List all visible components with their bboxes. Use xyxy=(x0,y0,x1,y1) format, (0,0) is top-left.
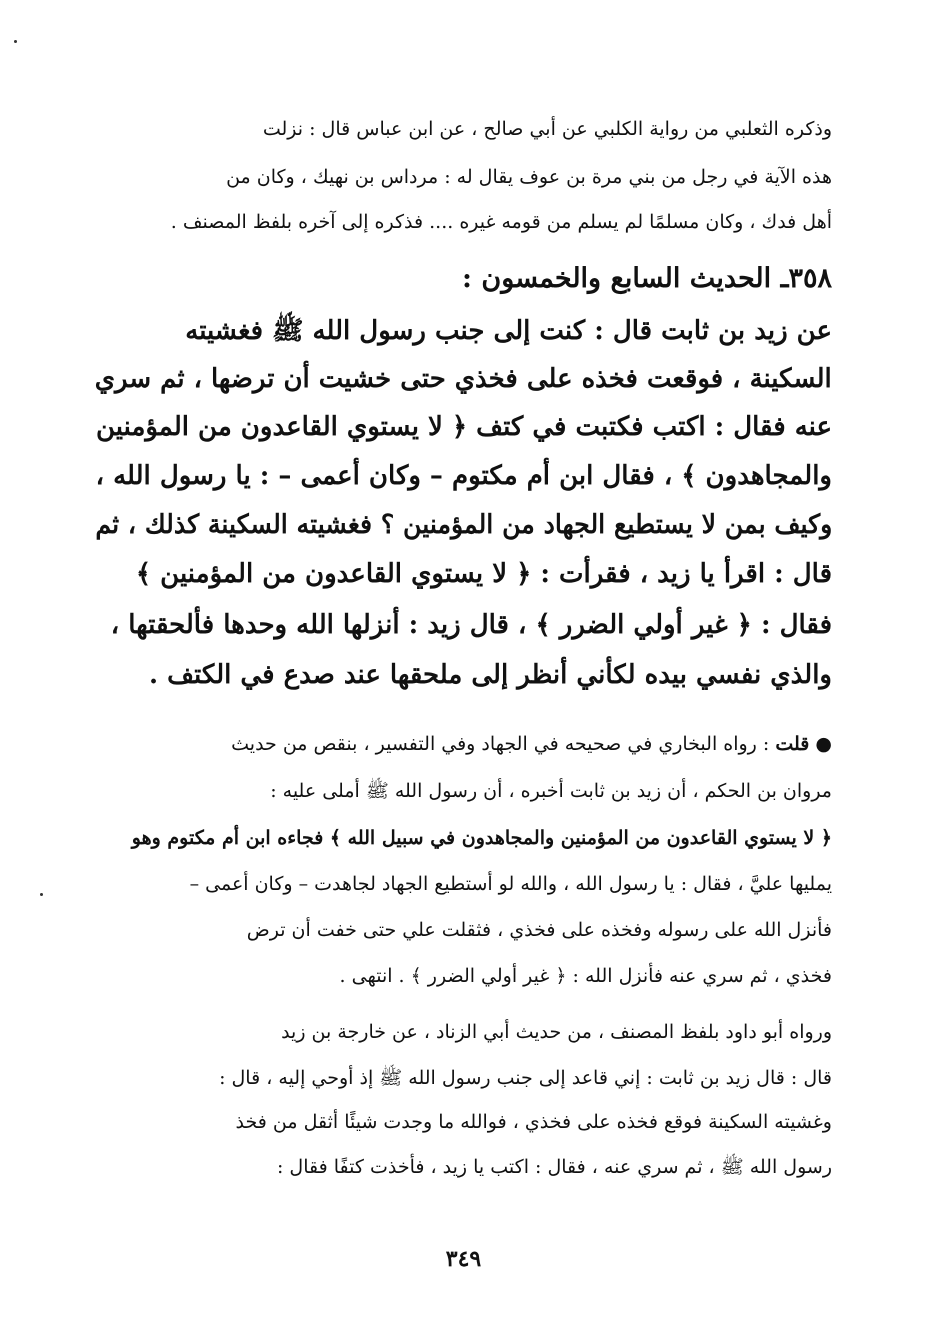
hadith-line: وكيف بمن لا يستطيع الجهاد من المؤمنين ؟ فغشيته السكينة كذلك ، ثم xyxy=(94,510,832,540)
hadith-line: والمجاهدون ﴾ ، فقال ابن أم مكتوم – وكان أعمى – : يا رسول الله ، xyxy=(95,461,832,491)
hadith-line: عنه فقال : اكتب فكتبت في كتف ﴿ لا يستوي القاعدون من المؤمنين xyxy=(95,412,832,442)
commentary-lead-word: قلت xyxy=(775,733,810,755)
hadith-line: عن زيد بن ثابت قال : كنت إلى جنب رسول الله ﷺ فغشيته xyxy=(185,316,832,346)
commentary-line-text: يمليها عليَّ ، فقال : يا رسول الله ، والله لو أستطيع الجهاد لجاهدت – وكان أعمى – xyxy=(189,873,832,895)
page-number: ٣٤٩ xyxy=(445,1246,482,1272)
commentary-line xyxy=(0,733,927,755)
abu-dawud-line: قال : قال زيد بن ثابت : إني قاعد إلى جنب رسول الله ﷺ إذ أوحي إليه ، قال : xyxy=(219,1067,832,1089)
commentary-line-text: ﴿ لا يستوي القاعدون من المؤمنين والمجاهدون في سبيل الله ﴾ فجاءه ابن أم مكتوم وهو xyxy=(131,827,832,849)
intro-line xyxy=(0,166,927,188)
hadith-line: والذي نفسي بيده لكأني أنظر إلى ملحقها عند صدع في الكتف . xyxy=(149,660,832,690)
commentary-first-line xyxy=(231,735,832,754)
commentary-line-text: مروان بن الحكم ، أن زيد بن ثابت أخبره ، أن رسول الله ﷺ أملى عليه : xyxy=(270,780,832,802)
abu-dawud-line: رسول الله ﷺ ، ثم سري عنه ، فقال : اكتب يا زيد ، فأخذت كتفًا فقال : xyxy=(276,1156,832,1178)
scan-speck xyxy=(40,893,43,896)
abu-dawud-line: ورواه أبو داود بلفظ المصنف ، من حديث أبي الزناد ، عن خارجة بن زيد xyxy=(281,1021,832,1043)
intro-line-text: هذه الآية في رجل من بني مرة بن عوف يقال له : مرداس بن نهيك ، وكان من xyxy=(226,166,832,188)
commentary-line-text: فخذي ، ثم سري عنه فأنزل الله : ﴿ غير أولي الضرر ﴾ . انتهى . xyxy=(339,965,832,987)
scan-speck xyxy=(14,40,17,43)
intro-line-text: أهل فدك ، وكان مسلمًا لم يسلم من قومه غيره .... فذكره إلى آخره بلفظ المصنف . xyxy=(170,211,832,233)
hadith-line: فقال : ﴿ غير أولي الضرر ﴾ ، قال زيد : أنزلها الله وحدها فألحقتها ، xyxy=(110,610,832,640)
commentary-line-text: : رواه البخاري في صحيحه في الجهاد وفي التفسير ، بنقص من حديث xyxy=(231,733,776,755)
intro-line-text: وذكره الثعلبي من رواية الكلبي عن أبي صالح ، عن ابن عباس قال : نزلت xyxy=(262,118,832,140)
hadith-heading-text: ٣٥٨ـ الحديث السابع والخمسون : xyxy=(462,263,832,294)
intro-line xyxy=(0,118,927,140)
abu-dawud-line: وغشيته السكينة فوقع فخذه على فخذي ، فوالله ما وجدت شيئًا أثقل من فخذ xyxy=(235,1111,832,1133)
hadith-line: قال : اقرأ يا زيد ، فقرأت : ﴿ لا يستوي القاعدون من المؤمنين ﴾ xyxy=(135,559,832,589)
hadith-line: السكينة ، فوقعت فخذه على فخذي حتى خشيت أن ترضها ، ثم سري xyxy=(94,364,832,394)
commentary-line-text: فأنزل الله على رسوله وفخذه على فخذي ، فثقلت علي حتى خفت أن ترض xyxy=(246,919,832,941)
bullet-icon: ● xyxy=(815,733,832,755)
intro-line xyxy=(0,211,927,233)
